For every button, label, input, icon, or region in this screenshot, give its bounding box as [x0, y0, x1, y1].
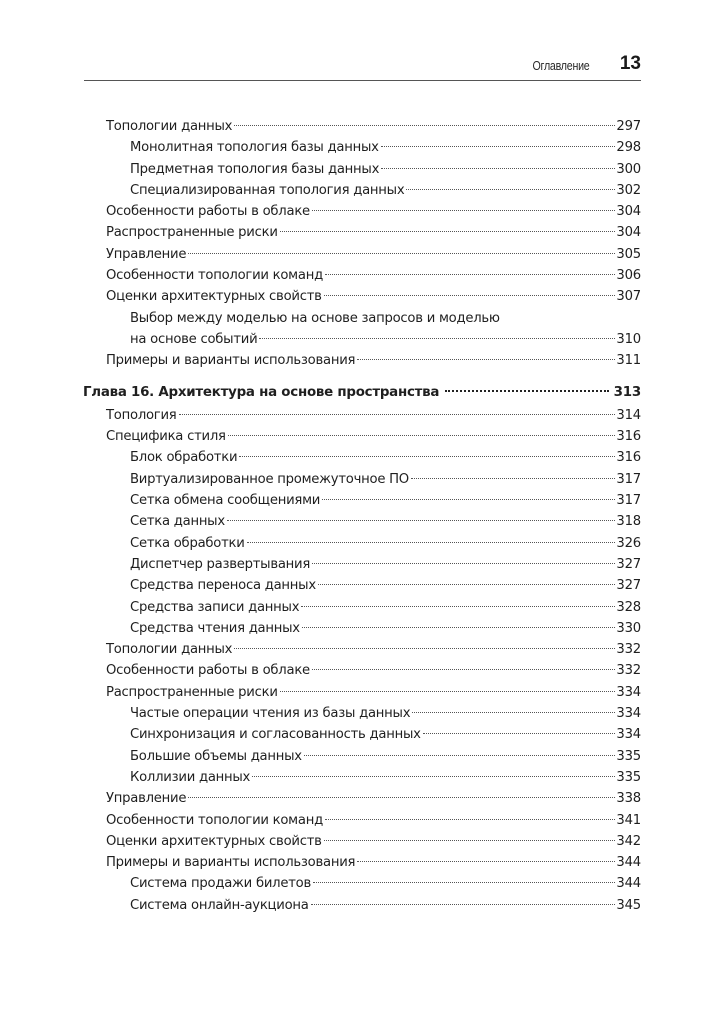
toc-entry-page: 332 [616, 642, 641, 658]
toc-entry-title: Оценки архитектурных свойств [106, 833, 322, 849]
toc-entry[interactable] [106, 159, 641, 180]
toc-entry[interactable] [106, 810, 641, 831]
dot-leader [325, 274, 615, 275]
toc-entry-title: Средства переноса данных [130, 578, 316, 594]
toc-entry-page: 307 [616, 289, 641, 305]
toc-entry[interactable] [106, 201, 641, 222]
toc-entry-title: Большие объемы данных [130, 748, 302, 764]
dot-leader [234, 648, 615, 649]
toc-entry[interactable] [106, 639, 641, 660]
toc-entry-page: 330 [616, 620, 641, 636]
dot-leader [357, 359, 615, 360]
toc-entry-title: Синхронизация и согласованность данных [130, 727, 421, 743]
dot-leader [304, 755, 616, 756]
dot-leader [322, 499, 615, 500]
toc-entry[interactable] [106, 511, 641, 532]
dot-leader [325, 819, 615, 820]
dot-leader [280, 691, 616, 692]
toc-section-c [106, 405, 641, 916]
toc-entry-title: Специализированная топология данных [130, 182, 405, 198]
toc-entry-page: 317 [616, 471, 641, 487]
dot-leader [411, 478, 615, 479]
toc-entry-page: 310 [616, 331, 641, 347]
dot-leader [227, 520, 616, 521]
toc-entry[interactable] [106, 490, 641, 511]
dot-leader [234, 125, 615, 126]
toc-entry-page: 306 [616, 268, 641, 284]
chapter-page: 313 [613, 384, 641, 400]
toc-entry[interactable] [106, 767, 641, 788]
toc-entry-title: Топологии данных [106, 119, 233, 134]
dot-leader [423, 733, 616, 734]
toc-entry-title: Топология [106, 407, 177, 423]
toc-entry-page: 334 [616, 706, 641, 722]
dot-leader [179, 414, 616, 415]
toc-entry[interactable] [106, 682, 641, 703]
toc-entry[interactable] [106, 618, 641, 639]
toc-entry-title: Частые операции чтения из базы данных [130, 706, 411, 722]
toc-entry-title: Сетка данных [130, 514, 225, 530]
toc-entry-page: 316 [616, 429, 641, 445]
toc-entry-title: Распространенные риски [106, 684, 278, 700]
toc-entry-page: 298 [616, 140, 641, 156]
toc-entry-title: Управление [106, 791, 187, 807]
toc-entry-page: 334 [616, 727, 641, 743]
dot-leader [312, 210, 616, 211]
toc-entry-title: Система продажи билетов [130, 876, 311, 892]
toc-entry-title: Предметная топология базы данных [130, 161, 380, 177]
toc-entry-title-line2: на основе событий [130, 331, 258, 347]
toc-entry-page: 304 [616, 204, 641, 220]
toc-entry-title: Особенности работы в облаке [106, 663, 310, 679]
toc-entry-page: 302 [616, 182, 641, 198]
toc-entry-page: 341 [616, 812, 641, 828]
toc-entry-page: 304 [616, 225, 641, 241]
toc-entry-title: Управление [106, 246, 187, 262]
toc-entry-title: Система онлайн-аукциона [130, 897, 309, 913]
toc-entry-title: Особенности топологии команд [106, 812, 323, 828]
dot-leader [381, 168, 615, 169]
toc-entry-page: 300 [616, 161, 641, 177]
toc-entry-page: 328 [616, 599, 641, 615]
running-head: Оглавление [532, 58, 589, 73]
toc-entry-title: Сетка обмена сообщениями [130, 493, 321, 509]
toc-entry[interactable] [106, 575, 641, 596]
toc-entry[interactable] [106, 286, 641, 307]
toc-entry-title: Монолитная топология базы данных [130, 140, 379, 156]
dot-leader [188, 797, 615, 798]
toc-entry-title: Особенности топологии команд [106, 268, 323, 284]
toc-entry-title: Особенности работы в облаке [106, 204, 310, 220]
toc-entry-title: Примеры и варианты использования [106, 855, 356, 871]
toc-entry[interactable] [106, 244, 641, 265]
toc-entry-page: 327 [616, 556, 641, 572]
toc-entry-title: Распространенные риски [106, 225, 278, 241]
dot-leader [252, 776, 615, 777]
dot-leader [313, 882, 615, 883]
toc-entry-title: Сетка обработки [130, 535, 245, 551]
toc-entry-page: 338 [616, 791, 641, 807]
toc-entry-page: 344 [616, 876, 641, 892]
toc-entry[interactable] [106, 746, 641, 767]
toc-entry[interactable] [106, 660, 641, 681]
toc-entry[interactable] [106, 222, 641, 243]
dot-leader [406, 189, 615, 190]
toc-entry[interactable] [106, 137, 641, 158]
toc-entry-title: Оценки архитектурных свойств [106, 289, 322, 305]
toc-entry-title: Коллизии данных [130, 769, 251, 785]
dot-leader [247, 542, 616, 543]
toc-entry-title: Средства записи данных [130, 599, 300, 615]
toc-entry-multiline[interactable] [106, 308, 641, 351]
table-of-contents [83, 116, 641, 916]
toc-entry[interactable] [106, 533, 641, 554]
dot-leader [302, 627, 616, 628]
toc-entry[interactable] [106, 180, 641, 201]
toc-entry-page: 317 [616, 493, 641, 509]
toc-entry[interactable] [106, 350, 641, 371]
dot-leader [324, 295, 616, 296]
toc-entry-page: 311 [616, 353, 641, 369]
dot-leader [301, 606, 615, 607]
toc-entry[interactable] [106, 703, 641, 724]
dot-leader [239, 456, 615, 457]
page-number: 13 [619, 53, 641, 74]
toc-entry-page: 342 [616, 833, 641, 849]
toc-entry[interactable] [106, 873, 641, 894]
dot-leader [381, 146, 616, 147]
toc-entry[interactable] [106, 447, 641, 468]
toc-entry-title: Топологии данных [106, 642, 233, 658]
toc-entry[interactable] [106, 469, 641, 490]
dot-leader [318, 584, 616, 585]
toc-entry[interactable] [106, 831, 641, 852]
dot-leader [188, 253, 615, 254]
toc-entry[interactable] [106, 405, 641, 426]
dot-leader [259, 338, 615, 339]
toc-entry-page: 326 [616, 535, 641, 551]
toc-entry-page: 335 [616, 748, 641, 764]
toc-entry-title: Диспетчер развертывания [130, 556, 311, 572]
toc-entry-page: 318 [616, 514, 641, 530]
dot-leader [324, 840, 616, 841]
toc-entry[interactable] [106, 554, 641, 575]
toc-entry-page: 345 [616, 897, 641, 913]
dot-leader [312, 669, 616, 670]
toc-entry-title-line1: Выбор между моделью на основе запросов и моделью [130, 310, 500, 326]
toc-entry-page: 344 [616, 855, 641, 871]
toc-entry[interactable] [106, 788, 641, 809]
toc-entry-page: 314 [616, 407, 641, 423]
toc-entry[interactable] [106, 265, 641, 286]
dot-leader [311, 904, 616, 905]
toc-chapter-heading[interactable] [83, 382, 641, 403]
toc-entry-page: 334 [616, 684, 641, 700]
toc-entry[interactable] [106, 426, 641, 447]
toc-entry-page: 305 [616, 246, 641, 262]
toc-entry-page: 335 [616, 769, 641, 785]
dot-leader [228, 435, 616, 436]
dot-leader [357, 861, 615, 862]
toc-entry-title: Блок обработки [130, 450, 238, 466]
toc-entry[interactable] [106, 895, 641, 916]
toc-section-a [106, 116, 641, 308]
dot-leader [312, 563, 615, 564]
toc-entry[interactable] [106, 597, 641, 618]
toc-entry-title: Виртуализированное промежуточное ПО [130, 471, 409, 487]
toc-entry[interactable] [106, 724, 641, 745]
dot-leader [412, 712, 615, 713]
toc-entry-title: Средства чтения данных [130, 620, 300, 636]
toc-entry[interactable] [106, 852, 641, 873]
toc-entry-title: Примеры и варианты использования [106, 353, 356, 369]
chapter-title: Глава 16. Архитектура на основе пространства [83, 384, 440, 400]
toc-section-b [106, 350, 641, 371]
toc-entry-page: 297 [616, 119, 641, 134]
toc-entry[interactable] [106, 116, 641, 137]
toc-entry-page: 316 [616, 450, 641, 466]
toc-entry-page: 332 [616, 663, 641, 679]
dot-leader [280, 231, 616, 232]
page-header [84, 52, 641, 81]
dot-leader [445, 390, 608, 392]
toc-entry-title: Специфика стиля [106, 429, 226, 445]
toc-entry-page: 327 [616, 578, 641, 594]
